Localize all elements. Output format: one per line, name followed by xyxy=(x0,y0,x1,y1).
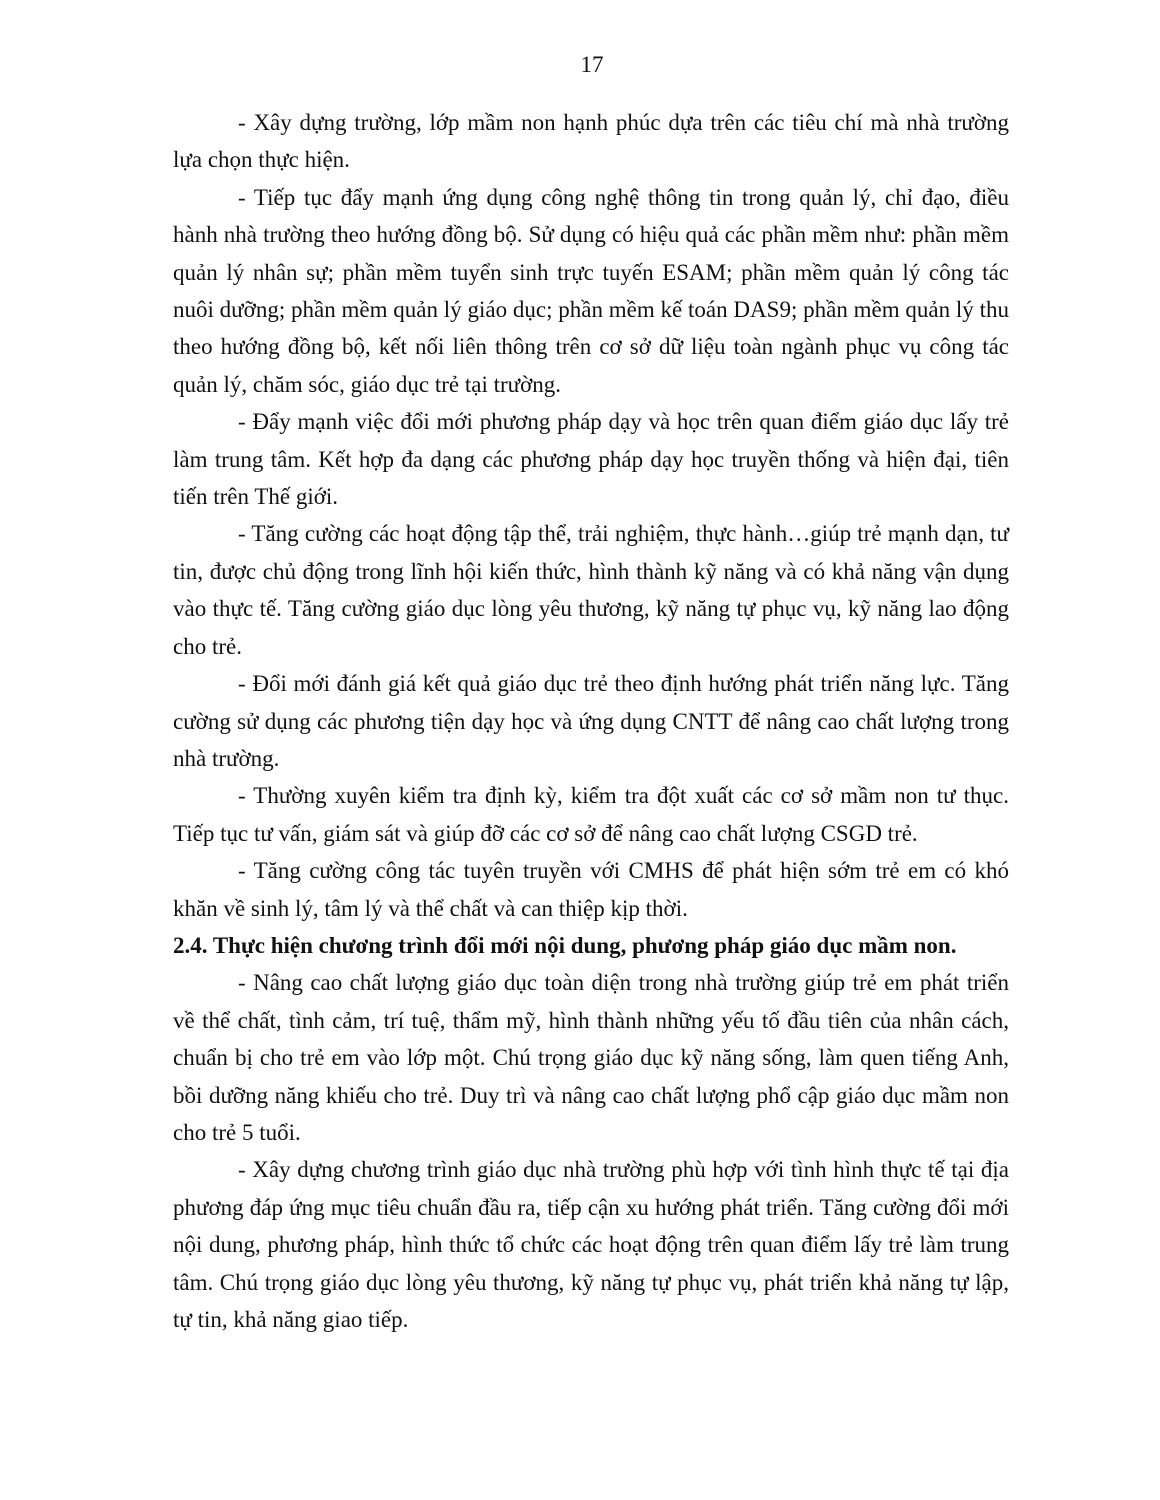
paragraph-parent-communication: - Tăng cường công tác tuyên truyền với CMHS để phát hiện sớm trẻ em có khó khăn về sinh lý, tâm lý và thể chất và can thiệp kịp thời. xyxy=(173,858,1009,921)
page-content xyxy=(173,104,1009,1338)
section-heading: 2.4. Thực hiện chương trình đổi mới nội dung, phương pháp giáo dục mầm non. xyxy=(173,932,957,958)
paragraph-collective-activities: - Tăng cường các hoạt động tập thể, trải nghiệm, thực hành…giúp trẻ mạnh dạn, tư tin, được chủ động trong lĩnh hội kiến thức, hình thành kỹ năng và có khả năng vận dụng vào thực tế. Tăng cường giáo dục lòng yêu thương, kỹ năng tự phục vụ, kỹ năng lao động cho trẻ. xyxy=(173,521,1009,659)
paragraph-assessment-innovation: - Đổi mới đánh giá kết quả giáo dục trẻ theo định hướng phát triển năng lực. Tăng cường sử dụng các phương tiện dạy học và ứng dụng CNTT để nâng cao chất lượng trong nhà trường. xyxy=(173,671,1009,771)
paragraph-it-application: - Tiếp tục đẩy mạnh ứng dụng công nghệ thông tin trong quản lý, chỉ đạo, điều hành nhà trường theo hướng đồng bộ. Sử dụng có hiệu quả các phần mềm như: phần mềm quản lý nhân sự; phần mềm tuyển sinh trực tuyến ESAM; phần mềm quản lý công tác nuôi dưỡng; phần mềm quản lý giáo dục; phần mềm kế toán DAS9; phần mềm quản lý thu theo hướng đồng bộ, kết nối liên thông trên cơ sở dữ liệu toàn ngành phục vụ công tác quản lý, chăm sóc, giáo dục trẻ tại trường. xyxy=(173,184,1009,397)
paragraph-comprehensive-education: - Nâng cao chất lượng giáo dục toàn diện trong nhà trường giúp trẻ em phát triển về thể chất, tình cảm, trí tuệ, thẩm mỹ, hình thành những yếu tố đầu tiên của nhân cách, chuẩn bị cho trẻ em vào lớp một. Chú trọng giáo dục kỹ năng sống, làm quen tiếng Anh, bồi dưỡng năng khiếu cho trẻ. Duy trì và nâng cao chất lượng phổ cập giáo dục mầm non cho trẻ 5 tuổi. xyxy=(173,970,1009,1145)
page-number: 17 xyxy=(580,52,604,77)
paragraph-school-curriculum: - Xây dựng chương trình giáo dục nhà trường phù hợp với tình hình thực tế tại địa phương đáp ứng mục tiêu chuẩn đầu ra, tiếp cận xu hướng phát triển. Tăng cường đổi mới nội dung, phương pháp, hình thức tổ chức các hoạt động trên quan điểm lấy trẻ làm trung tâm. Chú trọng giáo dục lòng yêu thương, kỹ năng tự phục vụ, phát triển khả năng tự lập, tự tin, khả năng giao tiếp. xyxy=(173,1157,1009,1332)
paragraph-inspection: - Thường xuyên kiểm tra định kỳ, kiểm tra đột xuất các cơ sở mầm non tư thục. Tiếp tục tư vấn, giám sát và giúp đỡ các cơ sở để nâng cao chất lượng CSGD trẻ. xyxy=(173,783,1009,846)
paragraph-teaching-methods: - Đẩy mạnh việc đổi mới phương pháp dạy và học trên quan điểm giáo dục lấy trẻ làm trung tâm. Kết hợp đa dạng các phương pháp dạy học truyền thống và hiện đại, tiên tiến trên Thế giới. xyxy=(173,409,1009,510)
paragraph-happy-school: - Xây dựng trường, lớp mầm non hạnh phúc dựa trên các tiêu chí mà nhà trường lựa chọn thực hiện. xyxy=(173,110,1009,173)
